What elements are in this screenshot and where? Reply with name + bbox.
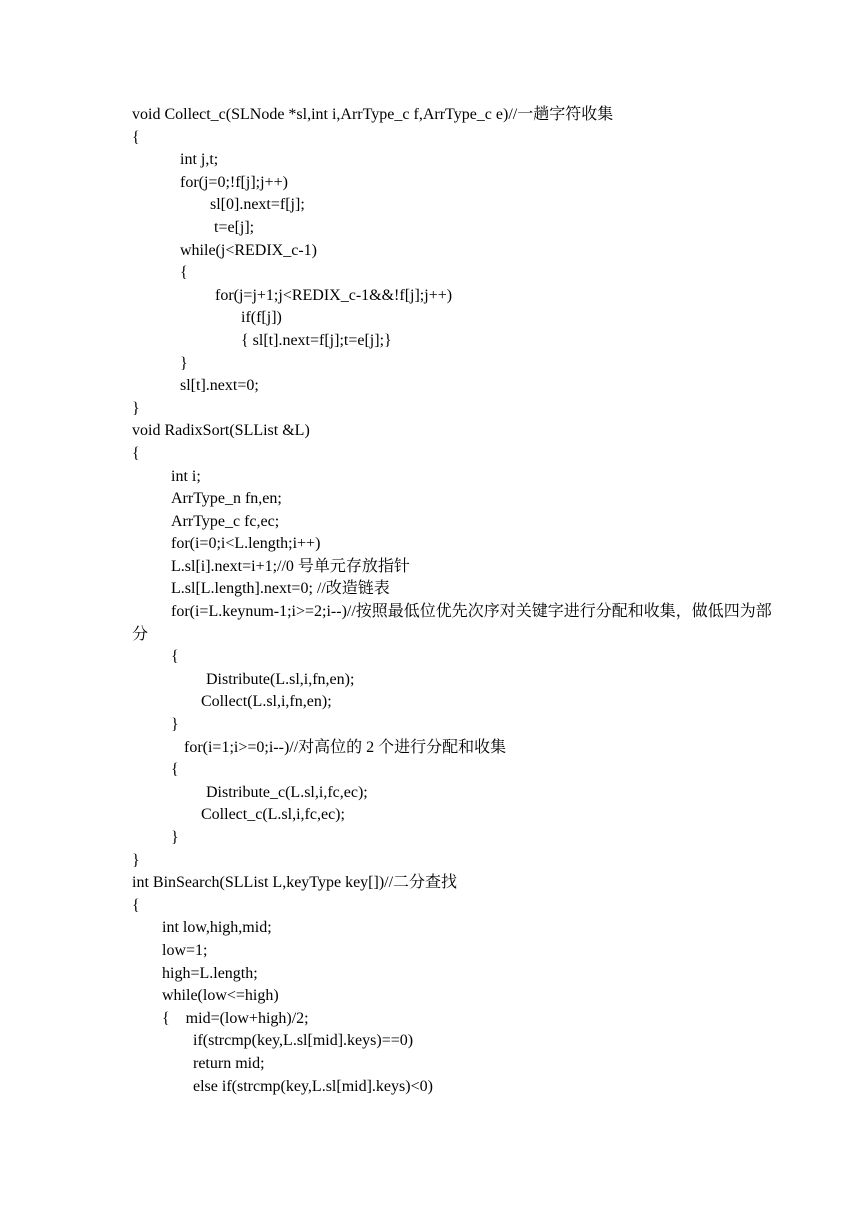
code-line: } bbox=[180, 354, 188, 372]
code-line: Collect(L.sl,i,fn,en); bbox=[201, 693, 332, 711]
code-line: int i; bbox=[171, 467, 201, 485]
code-line: ArrType_c fc,ec; bbox=[171, 512, 280, 530]
code-line: } bbox=[171, 829, 179, 846]
code-line: } bbox=[132, 399, 140, 417]
code-line: void Collect_c(SLNode *sl,int i,ArrType_c f,ArrType_c e)//一趟字符收集 bbox=[132, 106, 614, 123]
code-line: if(f[j]) bbox=[241, 309, 282, 327]
code-line: else if(strcmp(key,L.sl[mid].keys)<0) bbox=[193, 1077, 433, 1095]
code-line: while(low<=high) bbox=[162, 987, 279, 1005]
code-line: sl[t].next=0; bbox=[180, 377, 259, 395]
code-line: { bbox=[132, 128, 140, 146]
code-line: L.sl[L.length].next=0; //改造链表 bbox=[171, 580, 390, 598]
code-line: ArrType_n fn,en; bbox=[171, 490, 282, 508]
code-line: { sl[t].next=f[j];t=e[j];} bbox=[241, 331, 392, 349]
code-line: } bbox=[132, 851, 140, 869]
code-line: int j,t; bbox=[180, 151, 219, 169]
code-line: Distribute_c(L.sl,i,fc,ec); bbox=[206, 783, 368, 801]
code-line: { bbox=[171, 761, 179, 779]
code-line: void RadixSort(SLList &L) bbox=[132, 422, 310, 440]
code-listing bbox=[132, 104, 772, 1098]
code-line: high=L.length; bbox=[162, 964, 258, 982]
code-line: return mid; bbox=[193, 1054, 265, 1072]
code-line: { bbox=[132, 896, 140, 914]
code-line: if(strcmp(key,L.sl[mid].keys)==0) bbox=[193, 1032, 414, 1050]
code-line: t=e[j]; bbox=[214, 218, 255, 236]
code-line: { mid=(low+high)/2; bbox=[162, 1009, 309, 1027]
code-line: int BinSearch(SLList L,keyType key[])//二分查找 bbox=[132, 874, 458, 892]
code-line: for(i=0;i<L.length;i++) bbox=[171, 535, 321, 553]
code-line: L.sl[i].next=i+1;//0 号单元存放指针 bbox=[171, 557, 410, 575]
code-line: { bbox=[171, 648, 179, 666]
code-line: { bbox=[132, 444, 140, 462]
code-line: while(j<REDIX_c-1) bbox=[180, 241, 317, 259]
code-line: Collect_c(L.sl,i,fc,ec); bbox=[201, 806, 345, 824]
code-line: Distribute(L.sl,i,fn,en); bbox=[206, 670, 355, 688]
code-line: int low,high,mid; bbox=[162, 919, 272, 937]
code-line: for(j=j+1;j<REDIX_c-1&&!f[j];j++) bbox=[215, 286, 453, 304]
code-line: low=1; bbox=[162, 941, 208, 959]
code-line: for(j=0;!f[j];j++) bbox=[180, 173, 288, 191]
code-line: for(i=L.keynum-1;i>=2;i--)//按照最低位优先次序对关键字进行分配和收集，做低四为部分 bbox=[132, 603, 772, 643]
code-line: { bbox=[180, 264, 188, 282]
code-line: for(i=1;i>=0;i--)//对高位的 2 个进行分配和收集 bbox=[184, 738, 507, 756]
code-line: } bbox=[171, 716, 179, 734]
code-line: sl[0].next=f[j]; bbox=[210, 196, 305, 214]
